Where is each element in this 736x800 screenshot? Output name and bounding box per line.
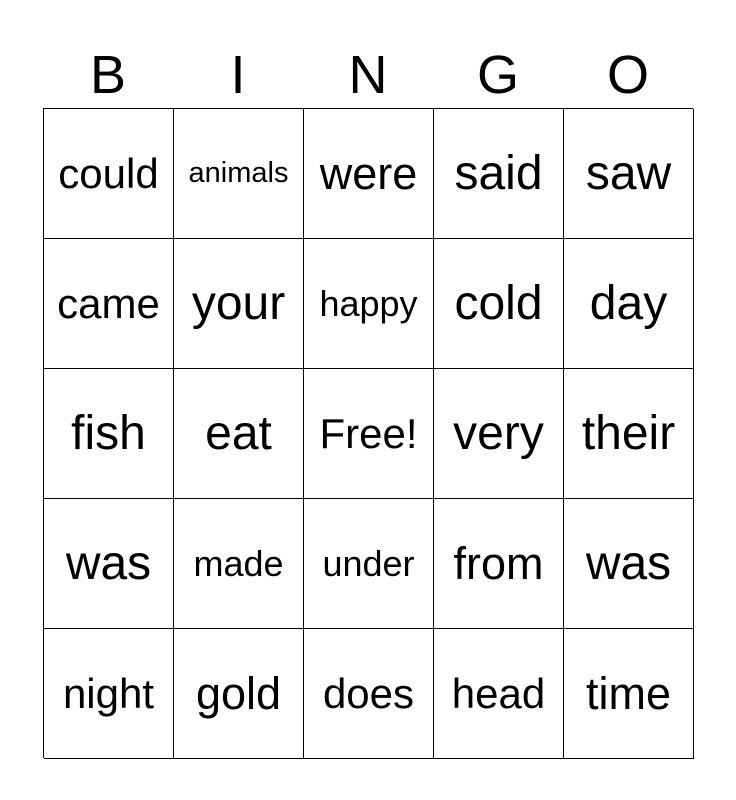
bingo-cell[interactable] bbox=[174, 499, 304, 629]
bingo-cell[interactable] bbox=[44, 369, 174, 499]
bingo-cell[interactable] bbox=[564, 109, 694, 239]
cell-word: saw bbox=[585, 147, 672, 200]
bingo-cell[interactable] bbox=[434, 239, 564, 369]
bingo-cell[interactable] bbox=[174, 629, 304, 759]
bingo-board bbox=[43, 108, 693, 758]
cell-word: your bbox=[191, 277, 286, 330]
bingo-cell[interactable] bbox=[174, 239, 304, 369]
bingo-cell[interactable] bbox=[44, 629, 174, 759]
bingo-cell[interactable] bbox=[434, 109, 564, 239]
bingo-header bbox=[43, 44, 693, 106]
header-letter-b: B bbox=[89, 45, 127, 105]
bingo-cell[interactable] bbox=[304, 109, 434, 239]
cell-word: very bbox=[453, 407, 544, 460]
bingo-cell[interactable] bbox=[434, 629, 564, 759]
bingo-cell[interactable] bbox=[564, 499, 694, 629]
header-letter-g: G bbox=[476, 45, 519, 105]
cell-word: fish bbox=[71, 407, 146, 460]
cell-word: eat bbox=[205, 407, 272, 460]
bingo-cell[interactable] bbox=[564, 369, 694, 499]
bingo-cell[interactable] bbox=[564, 629, 694, 759]
cell-word: cold bbox=[454, 277, 543, 330]
bingo-cell[interactable] bbox=[44, 109, 174, 239]
cell-word: animals bbox=[188, 157, 289, 189]
cell-word: said bbox=[454, 147, 543, 200]
cell-word: time bbox=[585, 667, 671, 719]
cell-word: head bbox=[451, 669, 546, 717]
cell-word: happy bbox=[319, 282, 418, 324]
cell-word: made bbox=[193, 542, 284, 584]
cell-word: from bbox=[453, 537, 544, 589]
header-letter-o: O bbox=[606, 45, 649, 105]
cell-word: does bbox=[322, 669, 415, 717]
bingo-cell[interactable] bbox=[44, 499, 174, 629]
bingo-cell[interactable] bbox=[434, 369, 564, 499]
bingo-cell[interactable] bbox=[304, 239, 434, 369]
bingo-cell[interactable] bbox=[304, 629, 434, 759]
bingo-cell[interactable] bbox=[304, 499, 434, 629]
cell-word: was bbox=[585, 537, 672, 590]
free-space-label: Free! bbox=[319, 409, 418, 457]
cell-word: their bbox=[581, 407, 676, 460]
cell-word: were bbox=[319, 147, 418, 199]
header-letter-n: N bbox=[348, 45, 388, 105]
cell-word: gold bbox=[195, 667, 282, 719]
cell-word: was bbox=[65, 537, 152, 590]
bingo-cell[interactable] bbox=[434, 499, 564, 629]
bingo-cell[interactable] bbox=[564, 239, 694, 369]
bingo-cell[interactable] bbox=[174, 369, 304, 499]
bingo-cell[interactable] bbox=[174, 109, 304, 239]
header-letter-i: I bbox=[230, 45, 246, 105]
cell-word: could bbox=[58, 149, 159, 197]
cell-word: night bbox=[62, 669, 155, 717]
bingo-cell[interactable] bbox=[44, 239, 174, 369]
cell-word: under bbox=[322, 542, 415, 584]
cell-word: day bbox=[589, 277, 668, 330]
cell-word: came bbox=[57, 279, 160, 327]
free-space-cell[interactable] bbox=[304, 369, 434, 499]
